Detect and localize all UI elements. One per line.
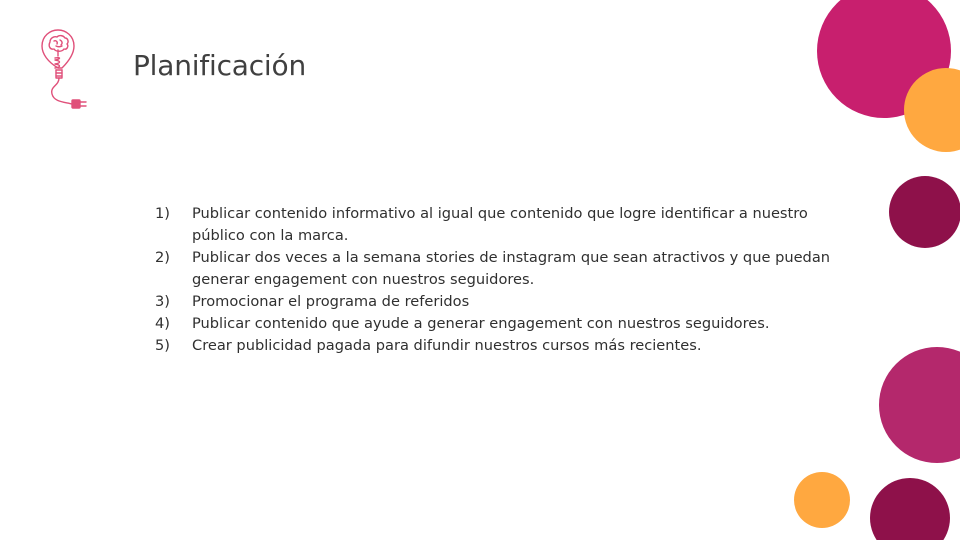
list-item-text: Promocionar el programa de referidos (192, 293, 470, 310)
list-item-number: 5) (155, 337, 170, 354)
raspberry-circle-lower (879, 347, 960, 463)
plum-circle-middle (889, 176, 960, 248)
list-item-text: Publicar dos veces a la semana stories de instagram que sean atractivos y que puedan generar engagement con nuestros seguidores. (192, 249, 831, 288)
list-item-number: 4) (155, 315, 170, 332)
list-item-text: Crear publicidad pagada para difundir nuestros cursos más recientes. (192, 337, 702, 354)
list-item-number: 1) (155, 205, 170, 222)
slide-title: Planificación (133, 49, 306, 82)
list-item-number: 3) (155, 293, 170, 310)
list-item-number: 2) (155, 249, 170, 266)
list-item-text: Publicar contenido informativo al igual que contenido que logre identificar a nuestro público con la marca. (192, 205, 808, 244)
orange-circle-bottom (794, 472, 850, 528)
plum-circle-bottom (870, 478, 950, 540)
list-item-text: Publicar contenido que ayude a generar engagement con nuestros seguidores. (192, 315, 770, 332)
